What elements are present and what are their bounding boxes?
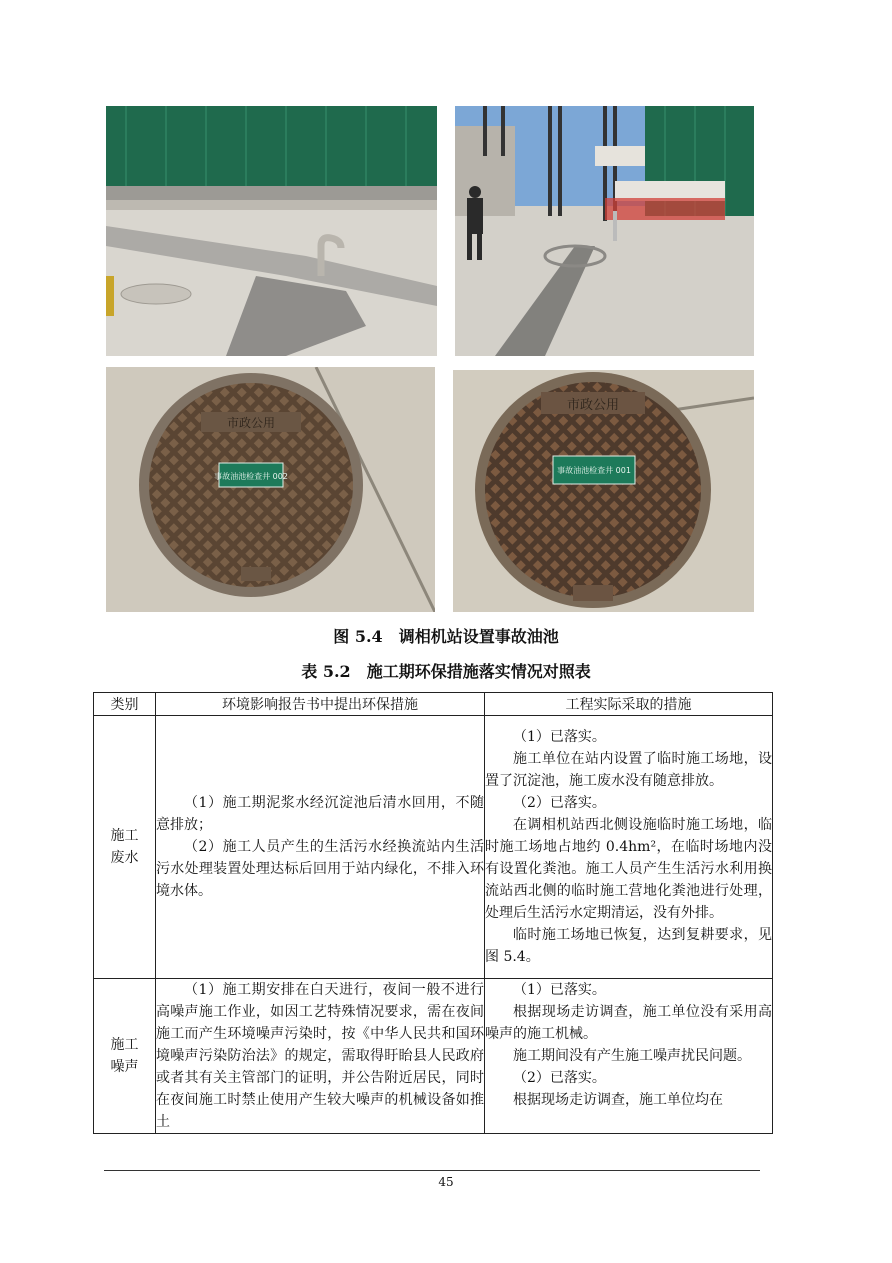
header-proposed: 环境影响报告书中提出环保措施 [156,693,485,716]
manhole-cover-001-photo [453,370,754,612]
category-cell: 施工废水 [94,716,156,979]
manhole-cover-002-photo [106,367,435,612]
cover-stamp-001: 市政公用 [566,398,620,413]
substation-yard-photo [455,106,754,356]
table-header-row [94,693,773,716]
header-actual: 工程实际采取的措施 [485,693,773,716]
plate-label-002: 事故油池检查井 002 [214,472,288,481]
plate-label-001: 事故油池检查井 001 [557,466,631,475]
measures-comparison-table [93,692,773,1134]
table-row [94,979,773,1134]
oil-pool-vent-photo [106,106,437,356]
proposed-cell: （1）施工期泥浆水经沉淀池后清水回用，不随意排放； （2）施工人员产生的生活污水经换流站内生活污水处理装置处理达标后回用于站内绿化，不排入环境水体。 [156,716,485,979]
proposed-cell: （1）施工期安排在白天进行，夜间一般不进行高噪声施工作业，如因工艺特殊情况要求，需在夜间施工而产生环境噪声污染时，按《中华人民共和国环境噪声污染防治法》的规定，需取得盱眙县人民政府或者其有关主管部门的证明，并公告附近居民，同时在夜间施工时禁止使用产生较大噪声的机械设备如推土 [156,979,485,1134]
footer-rule [104,1170,760,1171]
table-row [94,716,773,979]
cover-stamp-002: 市政公用 [226,416,276,430]
category-cell: 施工噪声 [94,979,156,1134]
header-category: 类别 [94,693,156,716]
figure-caption: 图 5.4 调相机站设置事故油池 [333,627,559,646]
page-number: 45 [438,1175,454,1189]
actual-cell: （1）已落实。 施工单位在站内设置了临时施工场地，设置了沉淀池，施工废水没有随意排放。 （2）已落实。 在调相机站西北侧设施临时施工场地，临时施工场地占地约 0.4hm²，在临时场地内没有设置化粪池。施工人员产生生活污水利用换流站西北侧的临时施工营地化粪池进行处理，处理后生活污水定期清运，没有外排。 临时施工场地已恢复，达到复耕要求，见图 5.4。 [485,716,773,979]
actual-cell: （1）已落实。 根据现场走访调查，施工单位没有采用高噪声的施工机械。 施工期间没有产生施工噪声扰民问题。 （2）已落实。 根据现场走访调查，施工单位均在 [485,979,773,1134]
table-title: 表 5.2 施工期环保措施落实情况对照表 [301,662,591,681]
